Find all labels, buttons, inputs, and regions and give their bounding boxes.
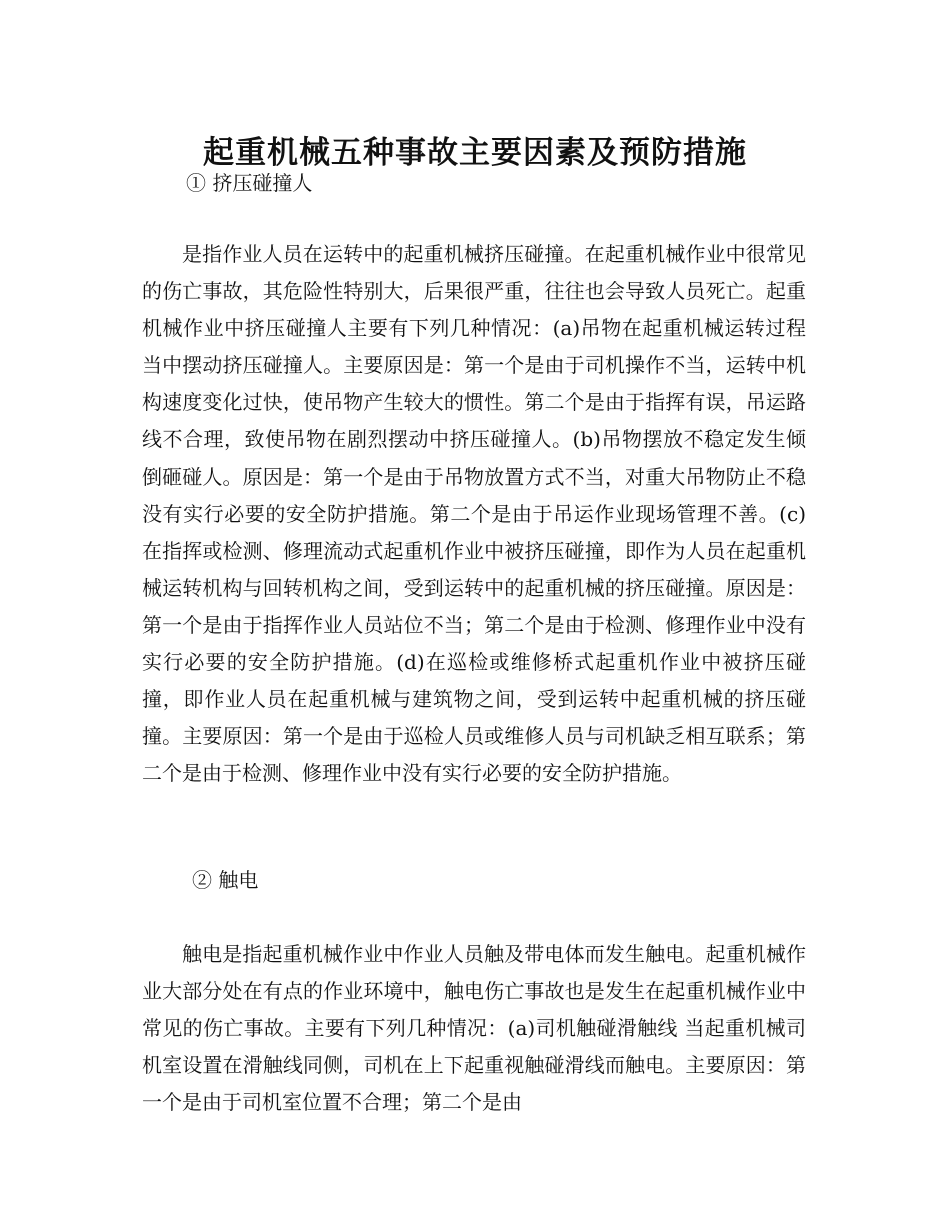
section-paragraph-electric-shock: 触电是指起重机械作业中作业人员触及带电体而发生触电。起重机械作业大部分处在有点的作业环境中，触电伤亡事故也是发生在起重机械作业中常见的伤亡事故。主要有下列几种情况：(a)司机触碰滑触线 当起重机械司机室设置在滑触线同侧，司机在上下起重视触碰滑线而触电。主要原因：第一个是由于司机室位置不合理；第二个是由 bbox=[142, 942, 806, 1115]
page-title: 起重机械五种事故主要因素及预防措施 bbox=[203, 134, 747, 171]
section-heading-electric-shock: ② 触电 bbox=[192, 868, 259, 892]
section-heading-crush-collision: ① 挤压碰撞人 bbox=[186, 171, 313, 195]
section-paragraph-crush-collision: 是指作业人员在运转中的起重机械挤压碰撞。在起重机械作业中很常见的伤亡事故，其危险性特别大，后果很严重，往往也会导致人员死亡。起重机械作业中挤压碰撞人主要有下列几种情况：(a)吊物在起重机械运转过程当中摆动挤压碰撞人。主要原因是：第一个是由于司机操作不当，运转中机构速度变化过快，使吊物产生较大的惯性。第二个是由于指挥有误，吊运路线不合理，致使吊物在剧烈摆动中挤压碰撞人。(b)吊物摆放不稳定发生倾倒砸碰人。原因是：第一个是由于吊物放置方式不当，对重大吊物防止不稳没有实行必要的安全防护措施。第二个是由于吊运作业现场管理不善。(c)在指挥或检测、修理流动式起重机作业中被挤压碰撞，即作为人员在起重机械运转机构与回转机构之间，受到运转中的起重机械的挤压碰撞。原因是：第一个是由于指挥作业人员站位不当；第二个是由于检测、修理作业中没有实行必要的安全防护措施。(d)在巡检或维修桥式起重机作业中被挤压碰撞，即作业人员在起重机械与建筑物之间，受到运转中起重机械的挤压碰撞。主要原因：第一个是由于巡检人员或维修人员与司机缺乏相互联系；第二个是由于检测、修理作业中没有实行必要的安全防护措施。 bbox=[142, 242, 806, 786]
